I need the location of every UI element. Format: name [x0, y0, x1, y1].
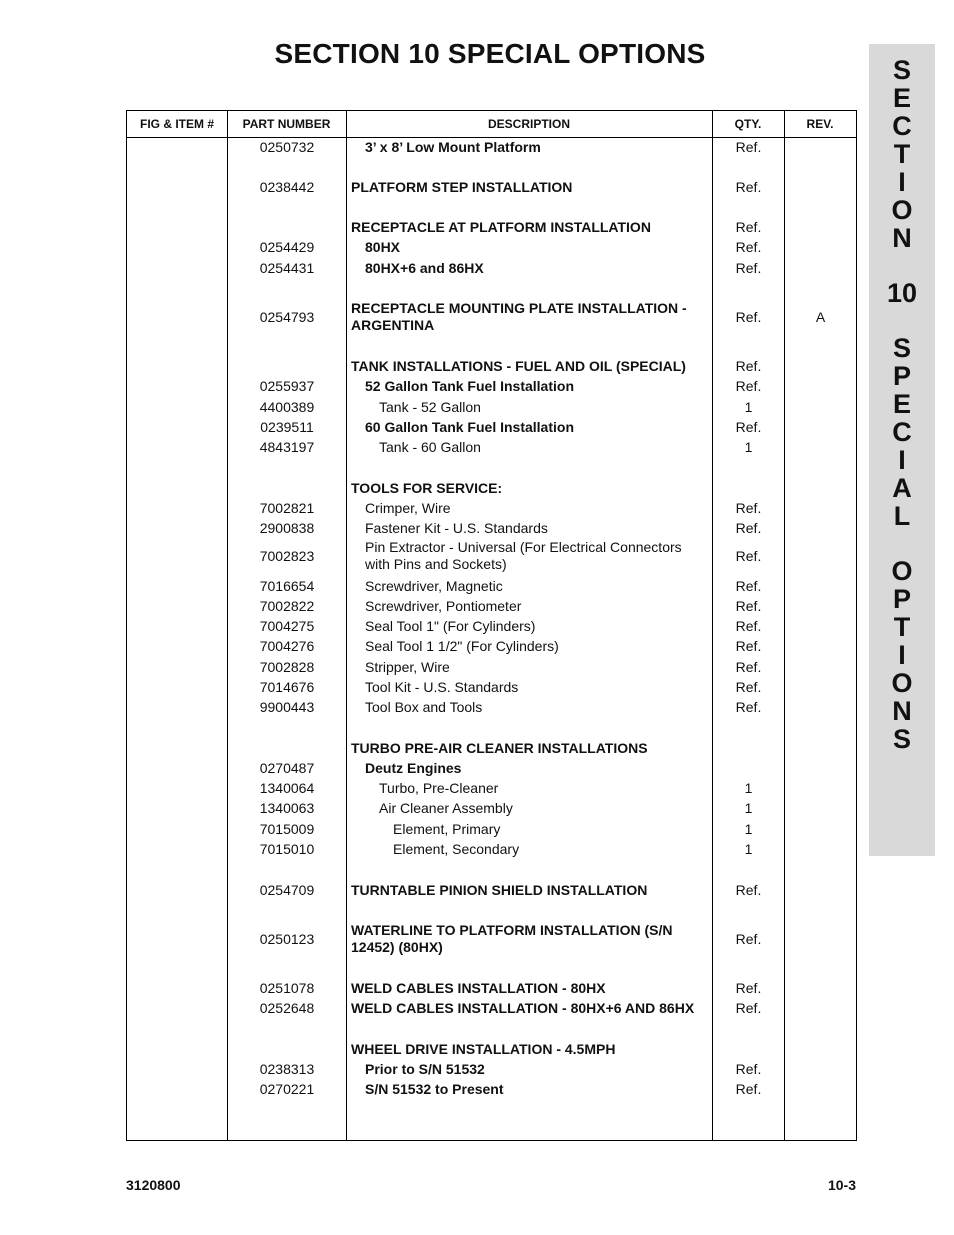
quantity-cell: Ref. [735, 548, 762, 564]
part-number-cell: 7002823 [259, 548, 315, 564]
description-cell: 3’ x 8’ Low Mount Platform [365, 138, 541, 155]
page-number: 10-3 [827, 1177, 856, 1193]
description-cell: Turbo, Pre-Cleaner [379, 779, 499, 796]
quantity-cell: Ref. [735, 679, 762, 695]
header-description: DESCRIPTION [487, 117, 570, 131]
description-cell: PLATFORM STEP INSTALLATION [351, 178, 573, 195]
table-row [127, 217, 856, 237]
table-row [127, 697, 856, 717]
description-cell: 52 Gallon Tank Fuel Installation [365, 377, 575, 394]
quantity-cell: Ref. [735, 931, 762, 947]
description-cell: Tool Box and Tools [365, 698, 483, 715]
header-qty: QTY. [734, 117, 762, 131]
part-number-cell: 0254429 [259, 239, 315, 255]
part-number-cell: 0270487 [259, 760, 315, 776]
table-row [127, 880, 856, 900]
table-row [127, 839, 856, 859]
table-row [127, 616, 856, 636]
part-number-cell: 7015010 [259, 841, 315, 857]
quantity-cell: Ref. [735, 309, 762, 325]
table-row [127, 258, 856, 278]
table-row [127, 778, 856, 798]
description-cell: S/N 51532 to Present [365, 1080, 504, 1097]
description-cell: Pin Extractor - Universal (For Electrical Connectors with Pins and Sockets) [365, 539, 682, 572]
header-fig-item: FIG & ITEM # [139, 117, 214, 131]
part-number-cell: 4400389 [259, 399, 315, 415]
table-row [127, 237, 856, 257]
part-number-cell: 1340064 [259, 780, 315, 796]
table-row [127, 417, 856, 437]
quantity-cell: Ref. [735, 239, 762, 255]
side-tab-letter: O [891, 556, 913, 586]
table-row [127, 998, 856, 1018]
revision-cell: A [815, 309, 826, 325]
part-number-cell: 7015009 [259, 821, 315, 837]
table-row [127, 758, 856, 778]
side-tab-letter: P [892, 361, 911, 391]
table-row [127, 1059, 856, 1079]
table-row [127, 657, 856, 677]
side-tab-letter: O [891, 668, 913, 698]
table-row [127, 297, 856, 337]
part-number-cell: 7014676 [259, 679, 315, 695]
part-number-cell: 0251078 [259, 980, 315, 996]
description-cell: Fastener Kit - U.S. Standards [365, 519, 548, 536]
quantity-cell: Ref. [735, 419, 762, 435]
description-cell: WELD CABLES INSTALLATION - 80HX+6 AND 86HX [351, 999, 695, 1016]
table-row [127, 518, 856, 538]
description-cell: 80HX [365, 238, 401, 255]
part-number-cell: 4843197 [259, 439, 315, 455]
side-tab-letter: N [892, 696, 912, 726]
side-tab-letter: C [892, 111, 912, 141]
document-number: 3120800 [126, 1177, 181, 1193]
description-cell: Tank - 60 Gallon [379, 438, 481, 455]
part-number-cell: 0255937 [259, 378, 315, 394]
part-number-cell: 1340063 [259, 800, 315, 816]
part-number-cell: 0252648 [259, 1000, 315, 1016]
quantity-cell: Ref. [735, 219, 762, 235]
table-row [127, 677, 856, 697]
header-part-number: PART NUMBER [242, 117, 331, 131]
table-row [127, 596, 856, 616]
description-cell: Prior to S/N 51532 [365, 1060, 485, 1077]
side-tab-letter: S [892, 333, 911, 363]
description-cell: Stripper, Wire [365, 658, 450, 675]
part-number-cell: 0254793 [259, 309, 315, 325]
description-cell: WHEEL DRIVE INSTALLATION - 4.5MPH [351, 1040, 616, 1057]
side-tab-letter: A [892, 473, 912, 503]
description-cell: Element, Secondary [393, 840, 520, 857]
side-tab-letter: I [898, 640, 906, 670]
side-tab-letter: C [892, 417, 912, 447]
table-row [127, 1039, 856, 1059]
side-tab-letter: 10 [886, 278, 918, 308]
quantity-cell: Ref. [735, 1000, 762, 1016]
quantity-cell: 1 [744, 800, 753, 816]
quantity-cell: Ref. [735, 980, 762, 996]
quantity-cell: Ref. [735, 638, 762, 654]
quantity-cell: Ref. [735, 260, 762, 276]
quantity-cell: 1 [744, 439, 753, 455]
side-tab-letter: E [892, 83, 911, 113]
description-cell: Air Cleaner Assembly [379, 799, 513, 816]
quantity-cell: 1 [744, 841, 753, 857]
part-number-cell: 2900838 [259, 520, 315, 536]
table-row [127, 478, 856, 498]
description-cell: Element, Primary [393, 820, 501, 837]
part-number-cell: 7002821 [259, 500, 315, 516]
quantity-cell: Ref. [735, 659, 762, 675]
quantity-cell: Ref. [735, 358, 762, 374]
description-cell: WATERLINE TO PLATFORM INSTALLATION (S/N 12452) (80HX) [351, 922, 673, 955]
part-number-cell: 7002828 [259, 659, 315, 675]
description-cell: TURNTABLE PINION SHIELD INSTALLATION [351, 881, 648, 898]
description-cell: Crimper, Wire [365, 499, 451, 516]
side-tab-letter: O [891, 195, 913, 225]
table-row [127, 376, 856, 396]
page-title: SECTION 10 SPECIAL OPTIONS [274, 38, 706, 69]
side-tab-letter: I [898, 445, 906, 475]
table-row [127, 576, 856, 596]
quantity-cell: Ref. [735, 699, 762, 715]
part-number-cell: 0238442 [259, 179, 315, 195]
part-number-cell: 7004276 [259, 638, 315, 654]
section-side-tab [869, 44, 935, 856]
part-number-cell: 0270221 [259, 1081, 315, 1097]
table-row [127, 1079, 856, 1099]
quantity-cell: 1 [744, 399, 753, 415]
quantity-cell: Ref. [735, 500, 762, 516]
side-tab-letter: L [893, 501, 911, 531]
table-row [127, 636, 856, 656]
side-tab-letter: I [898, 167, 906, 197]
table-row [127, 498, 856, 518]
quantity-cell: Ref. [735, 618, 762, 634]
part-number-cell: 7004275 [259, 618, 315, 634]
side-tab-letters [869, 44, 935, 753]
table-row [127, 919, 856, 959]
side-tab-letter: S [892, 724, 911, 754]
table-row [127, 798, 856, 818]
part-number-cell: 7002822 [259, 598, 315, 614]
part-number-cell: 0250123 [259, 931, 315, 947]
quantity-cell: Ref. [735, 139, 762, 155]
description-cell: Tank - 52 Gallon [379, 398, 481, 415]
table-row [127, 819, 856, 839]
side-tab-letter: T [893, 139, 911, 169]
header-rev: REV. [806, 117, 834, 131]
side-tab-letter: S [892, 55, 911, 85]
part-number-cell: 0254709 [259, 882, 315, 898]
table-row [127, 538, 856, 574]
quantity-cell: Ref. [735, 882, 762, 898]
description-cell: Seal Tool 1 1/2" (For Cylinders) [365, 637, 559, 654]
quantity-cell: Ref. [735, 1081, 762, 1097]
table-row [127, 397, 856, 417]
description-cell: Screwdriver, Magnetic [365, 577, 503, 594]
description-cell: RECEPTACLE AT PLATFORM INSTALLATION [351, 218, 651, 235]
side-tab-letter: T [893, 612, 911, 642]
description-cell: Deutz Engines [365, 759, 462, 776]
description-cell: TURBO PRE-AIR CLEANER INSTALLATIONS [351, 739, 648, 756]
part-number-cell: 0250732 [259, 139, 315, 155]
quantity-cell: 1 [744, 821, 753, 837]
part-number-cell: 0239511 [260, 419, 314, 435]
description-cell: RECEPTACLE MOUNTING PLATE INSTALLATION - ARGENTINA [351, 300, 687, 333]
description-cell: Seal Tool 1" (For Cylinders) [365, 617, 536, 634]
table-row [127, 137, 856, 157]
parts-table [126, 110, 857, 1141]
description-cell: Tool Kit - U.S. Standards [365, 678, 519, 695]
part-number-cell: 0254431 [259, 260, 315, 276]
side-tab-letter: N [892, 223, 912, 253]
description-cell: WELD CABLES INSTALLATION - 80HX [351, 979, 606, 996]
quantity-cell: Ref. [735, 179, 762, 195]
quantity-cell: Ref. [735, 378, 762, 394]
description-cell: TANK INSTALLATIONS - FUEL AND OIL (SPECIAL) [351, 357, 686, 374]
side-tab-letter: E [892, 389, 911, 419]
part-number-cell: 0238313 [259, 1061, 315, 1077]
part-number-cell: 9900443 [259, 699, 315, 715]
quantity-cell: Ref. [735, 1061, 762, 1077]
quantity-cell: Ref. [735, 520, 762, 536]
table-row [127, 978, 856, 998]
quantity-cell: 1 [744, 780, 753, 796]
description-cell: 60 Gallon Tank Fuel Installation [365, 418, 575, 435]
table-row [127, 738, 856, 758]
table-row [127, 437, 856, 457]
quantity-cell: Ref. [735, 598, 762, 614]
description-cell: TOOLS FOR SERVICE: [351, 479, 503, 496]
part-number-cell: 7016654 [259, 578, 315, 594]
description-cell: Screwdriver, Pontiometer [365, 597, 522, 614]
table-row [127, 177, 856, 197]
table-row [127, 356, 856, 376]
side-tab-letter: P [892, 584, 911, 614]
description-cell: 80HX+6 and 86HX [365, 259, 484, 276]
quantity-cell: Ref. [735, 578, 762, 594]
